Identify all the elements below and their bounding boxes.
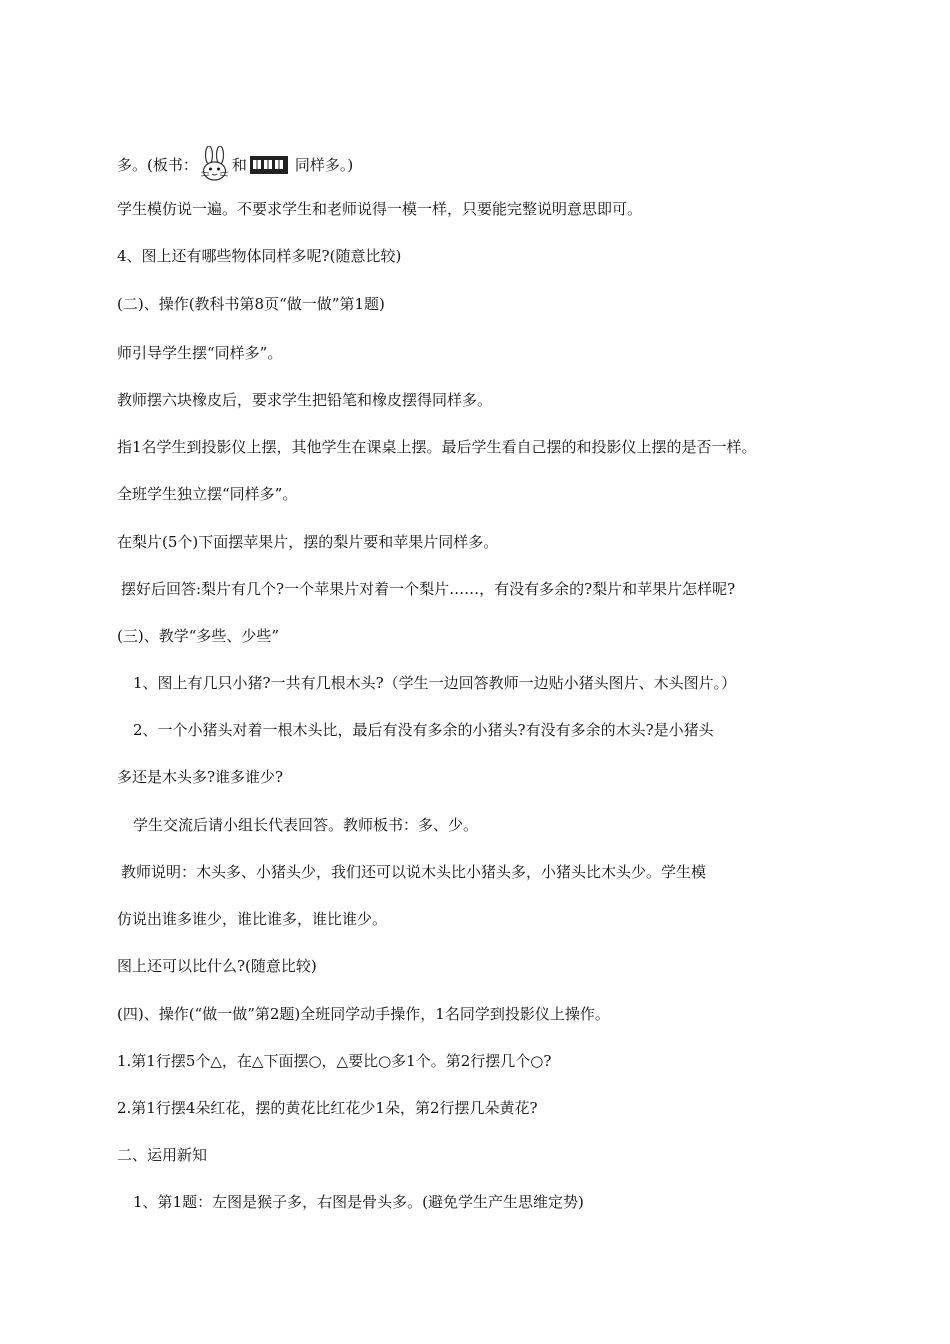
paragraph-line: 多还是木头多?谁多谁少? — [117, 768, 284, 786]
paragraph-line: 指1名学生到投影仪上摆，其他学生在课桌上摆。最后学生看自己摆的和投影仪上摆的是否一样。 — [117, 438, 757, 456]
section-heading: (四)、操作(“做一做”第2题)全班同学动手操作，1名同学到投影仪上操作。 — [117, 1005, 610, 1023]
list-item: 2.第1行摆4朵红花，摆的黄花比红花少1朵，第2行摆几朵黄花? — [117, 1099, 538, 1117]
paragraph-line: 师引导学生摆“同样多”。 — [117, 344, 283, 362]
section-heading: (二)、操作(教科书第8页“做一做”第1题) — [117, 295, 385, 313]
section-heading: 二、运用新知 — [117, 1146, 208, 1164]
paragraph-line: 仿说出谁多谁少，谁比谁多，谁比谁少。 — [117, 910, 388, 928]
board-note-text-2: 和 — [231, 156, 247, 174]
list-item: 1、第1题：左图是猴子多，右图是骨头多。(避免学生产生思维定势) — [133, 1193, 584, 1211]
board-note-line — [117, 146, 353, 184]
paragraph-line: 学生交流后请小组长代表回答。教师板书：多、少。 — [133, 816, 479, 834]
list-item: 2、一个小猪头对着一根木头比，最后有没有多余的小猪头?有没有多余的木头?是小猪头 — [133, 721, 714, 739]
paragraph-line: 摆好后回答:梨片有几个?一个苹果片对着一个梨片……，有没有多余的?梨片和苹果片怎样呢? — [121, 580, 736, 598]
list-item: 1.第1行摆5个△，在△下面摆○，△要比○多1个。第2行摆几个○? — [117, 1052, 552, 1070]
rabbit-icon — [198, 146, 232, 184]
board-note-text-3: 同样多。) — [294, 156, 354, 174]
paragraph-line: 学生模仿说一遍。不要求学生和老师说得一模一样，只要能完整说明意思即可。 — [117, 200, 643, 218]
board-note-text-1: 多。(板书： — [117, 156, 198, 174]
paragraph-line: 在梨片(5个)下面摆苹果片，摆的梨片要和苹果片同样多。 — [117, 533, 499, 551]
paragraph-line: 全班学生独立摆“同样多”。 — [117, 485, 298, 503]
paragraph-line: 教师摆六块橡皮后，要求学生把铅笔和橡皮摆得同样多。 — [117, 391, 493, 409]
house-icon — [249, 154, 289, 176]
paragraph-line: 图上还可以比什么?(随意比较) — [117, 957, 317, 975]
paragraph-line: 4、图上还有哪些物体同样多呢?(随意比较) — [117, 247, 402, 265]
paragraph-line: 教师说明：木头多、小猪头少，我们还可以说木头比小猪头多，小猪头比木头少。学生模 — [121, 863, 707, 881]
section-heading: (三)、教学“多些、少些” — [117, 627, 280, 645]
list-item: 1、图上有几只小猪?一共有几根木头?（学生一边回答教师一边贴小猪头图片、木头图片。） — [133, 674, 737, 692]
